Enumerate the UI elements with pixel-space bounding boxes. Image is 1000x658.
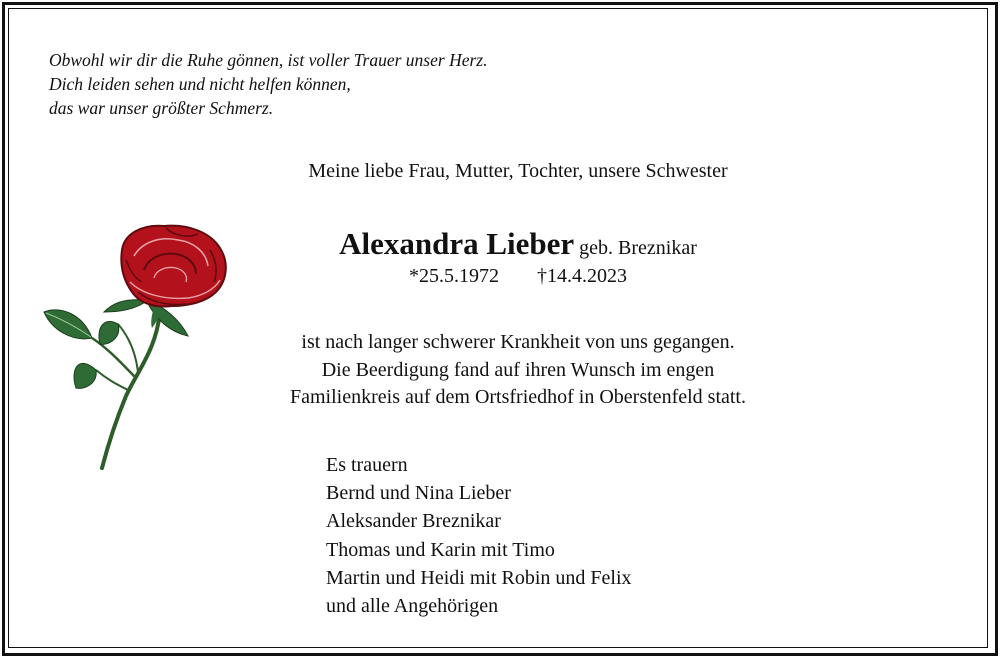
message-line: ist nach langer schwerer Krankheit von uns gegangen. (301, 331, 735, 353)
poem-line: Dich leiden sehen und nicht helfen können, (49, 74, 351, 94)
mourner-name: Thomas und Karin mit Timo (326, 538, 555, 561)
message-line: Die Beerdigung fand auf ihren Wunsch im engen (321, 358, 715, 381)
message-line: Familienkreis auf dem Ortsfriedhof in Oberstenfeld statt. (290, 386, 746, 408)
birth-date: *25.5.1972 (409, 265, 499, 287)
leaf (74, 363, 96, 388)
mourners-list (326, 451, 632, 620)
birth-name: geb. Breznikar (579, 237, 697, 259)
mourner-name: Martin und Heidi mit Robin und Felix (326, 566, 632, 589)
leaf (44, 310, 92, 339)
mourners-heading: Es trauern (326, 454, 408, 476)
poem-line: das war unser größter Schmerz. (49, 98, 274, 118)
deceased-name: Alexandra Lieber (339, 226, 575, 261)
mourner-name: Aleksander Breznikar (326, 510, 501, 533)
intro-text: Meine liebe Frau, Mutter, Tochter, unsere Schwester (308, 160, 728, 182)
rose-head (121, 226, 225, 307)
leaf (99, 321, 119, 344)
mourner-name: und alle Angehörigen (326, 595, 499, 618)
poem (49, 48, 487, 120)
poem-line: Obwohl wir dir die Ruhe gönnen, ist voller Trauer unser Herz. (49, 50, 488, 70)
red-rose-icon (38, 220, 238, 480)
mourner-name: Bernd und Nina Lieber (326, 482, 511, 505)
death-date: †14.4.2023 (537, 265, 627, 287)
